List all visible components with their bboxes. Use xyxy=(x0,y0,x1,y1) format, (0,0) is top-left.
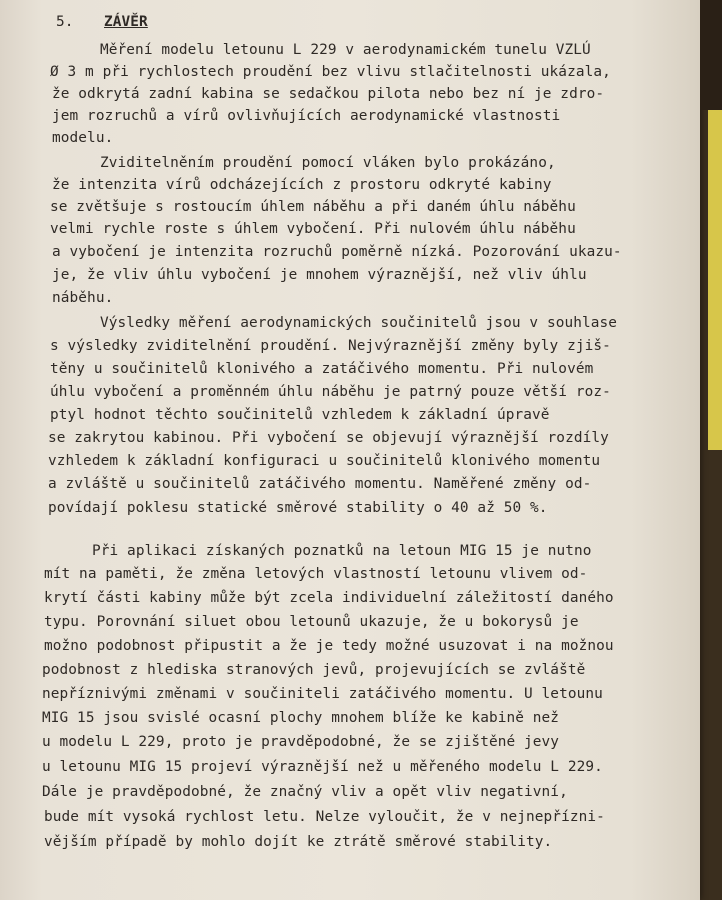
text-line: MIG 15 jsou svislé ocasní plochy mnohem blíže ke kabině než xyxy=(42,710,560,726)
text-line: je, že vliv úhlu vybočení je mnohem výraznější, než vliv úhlu xyxy=(52,267,587,283)
section-number: 5. xyxy=(56,14,74,30)
text-line: Výsledky měření aerodynamických součinitelů jsou v souhlase xyxy=(100,315,618,331)
text-line: a vybočení je intenzita rozruchů poměrně nízká. Pozorování ukazu- xyxy=(52,244,622,260)
text-line: Při aplikaci získaných poznatků na letoun MIG 15 je nutno xyxy=(92,543,592,559)
text-line: mít na paměti, že změna letových vlastností letounu vlivem od- xyxy=(44,566,588,582)
text-line: se zakrytou kabinou. Při vybočení se objevují výraznější rozdíly xyxy=(48,430,609,446)
text-line: Zviditelněním proudění pomocí vláken bylo prokázáno, xyxy=(100,155,556,171)
text-line: podobnost z hlediska stranových jevů, projevujících se zvláště xyxy=(42,662,586,678)
text-line: krytí části kabiny může být zcela individuelní záležitostí daného xyxy=(44,590,614,606)
text-line: typu. Porovnání siluet obou letounů ukazuje, že u bokorysů je xyxy=(44,614,579,630)
text-line: úhlu vybočení a proměnném úhlu náběhu je patrný pouze větší roz- xyxy=(50,384,611,400)
text-line: jem rozruchů a vírů ovlivňujících aerodynamické vlastnosti xyxy=(52,108,561,124)
text-line: nepříznivými změnami v součiniteli zatáčivého momentu. U letounu xyxy=(42,686,603,702)
text-line: možno podobnost připustit a že je tedy možné usuzovat i na možnou xyxy=(44,638,614,654)
text-line: náběhu. xyxy=(52,290,114,306)
text-line: vzhledem k základní konfiguraci u součinitelů klonivého momentu xyxy=(48,453,601,469)
underlying-sheet-edge xyxy=(708,110,722,450)
text-line: Měření modelu letounu L 229 v aerodynamickém tunelu VZLÚ xyxy=(100,42,591,58)
text-line: povídají poklesu statické směrové stability o 40 až 50 %. xyxy=(48,500,548,516)
text-line: a zvláště u součinitelů zatáčivého momentu. Naměřené změny od- xyxy=(48,476,592,492)
text-line: s výsledky zviditelnění proudění. Nejvýraznější změny byly zjiš- xyxy=(50,338,611,354)
section-title: ZÁVĚR xyxy=(104,14,148,30)
text-line: bude mít vysoká rychlost letu. Nelze vyloučit, že v nejnepřízni- xyxy=(44,809,605,825)
text-line: se zvětšuje s rostoucím úhlem náběhu a při daném úhlu náběhu xyxy=(50,199,576,215)
text-line: modelu. xyxy=(52,130,114,146)
text-line: že intenzita vírů odcházejících z prostoru odkryté kabiny xyxy=(52,177,552,193)
text-line: ptyl hodnot těchto součinitelů vzhledem k základní úpravě xyxy=(50,407,550,423)
text-line: u modelu L 229, proto je pravděpodobné, že se zjištěné jevy xyxy=(42,734,560,750)
text-line: velmi rychle roste s úhlem vybočení. Při nulovém úhlu náběhu xyxy=(50,221,576,237)
text-line: Dále je pravděpodobné, že značný vliv a opět vliv negativní, xyxy=(42,784,568,800)
text-line: těny u součinitelů klonivého a zatáčivého momentu. Při nulovém xyxy=(50,361,594,377)
text-line: u letounu MIG 15 projeví výraznější než u měřeného modelu L 229. xyxy=(42,759,603,775)
text-line: Ø 3 m při rychlostech proudění bez vlivu stlačitelnosti ukázala, xyxy=(50,64,611,80)
background-edge xyxy=(700,0,722,110)
text-line: že odkrytá zadní kabina se sedačkou pilota nebo bez ní je zdro- xyxy=(52,86,605,102)
text-line: vějším případě by mohlo dojít ke ztrátě směrové stability. xyxy=(44,834,553,850)
